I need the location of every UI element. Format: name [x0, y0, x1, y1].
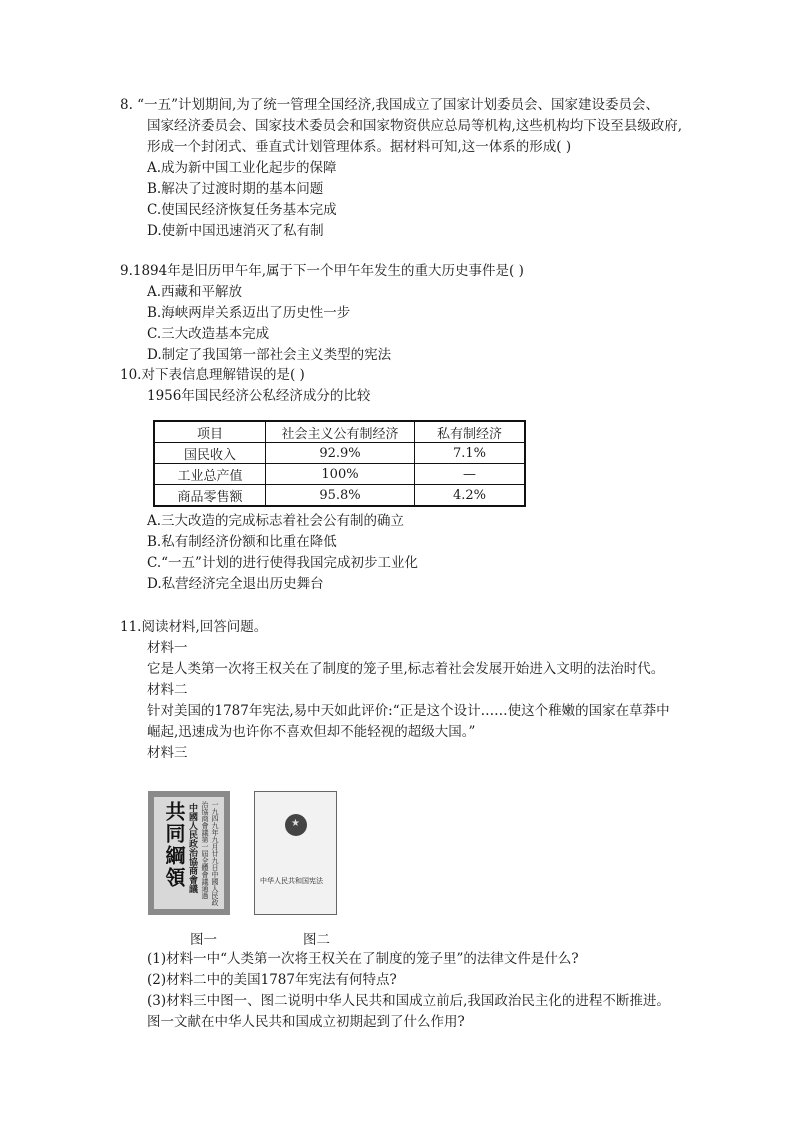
fig1-big-text: 共同綱領	[162, 801, 186, 889]
material-2-text-line-2: 崛起,迅速成为也许你不喜欢但却不能轻视的超级大国。”	[147, 724, 476, 740]
common-program-image	[148, 791, 230, 915]
q8-stem-line-2: 国家经济委员会、国家技术委员会和国家物资供应总局等机构,这些机构均下设至县级政府,	[147, 118, 683, 134]
q8-option-d: D.使新中国迅速消灭了私有制	[147, 223, 324, 239]
table-row	[154, 464, 525, 485]
table-cell: 7.1%	[415, 443, 526, 464]
q8-option-c: C.使国民经济恢复任务基本完成	[147, 202, 337, 218]
table-header-row	[154, 421, 525, 443]
fig1-title-text: 中國人民政治協商會議	[187, 803, 197, 893]
material-2-label: 材料二	[147, 682, 188, 698]
table-cell: 92.9%	[266, 443, 415, 464]
q11-question-3-cont: 图一文献在中华人民共和国成立初期起到了什么作用?	[147, 1014, 465, 1030]
material-2-text-line-1: 针对美国的1787年宪法,易中天如此评价:“正是这个设计……使这个稚嫩的国家在草莽中	[147, 703, 670, 719]
table-row	[154, 443, 525, 464]
q11-question-3: (3)材料三中图一、图二说明中华人民共和国成立前后,我国政治民主化的进程不断推进。	[147, 993, 670, 1009]
material-1-label: 材料一	[147, 640, 188, 656]
q10-option-a: A.三大改造的完成标志着社会公有制的确立	[147, 513, 405, 529]
q11-question-1: (1)材料一中“人类第一次将王权关在了制度的笼子里”的法律文件是什么?	[147, 951, 579, 967]
q9-option-a: A.西藏和平解放	[147, 284, 243, 300]
q10-stem: 10.对下表信息理解错误的是( )	[120, 367, 305, 383]
q10-option-d: D.私营经济完全退出历史舞台	[147, 576, 324, 592]
table-cell: 商品零售额	[154, 485, 266, 507]
q11-stem: 11.阅读材料,回答问题。	[120, 619, 268, 635]
fig1-top-text: 一九四九年九月廿九日中國人民政治協商會議第一屆全體會議通過	[201, 801, 219, 906]
table-header-cell: 项目	[154, 421, 266, 443]
table-cell: 100%	[266, 464, 415, 485]
figure-1-caption: 图一	[190, 932, 217, 948]
q9-stem: 9.1894年是旧历甲午年,属于下一个甲午年发生的重大历史事件是( )	[120, 263, 524, 279]
table-cell: 4.2%	[415, 485, 526, 507]
figure-2-caption: 图二	[303, 932, 330, 948]
q10-table-title: 1956年国民经济公私经济成分的比较	[147, 388, 371, 404]
constitution-cover-image	[254, 791, 337, 915]
material-3-label: 材料三	[147, 745, 188, 761]
material-1-text: 它是人类第一次将王权关在了制度的笼子里,标志着社会发展开始进入文明的法治时代。	[147, 661, 665, 677]
economy-table	[153, 420, 526, 507]
q8-option-a: A.成为新中国工业化起步的保障	[147, 160, 337, 176]
star-icon: ★	[291, 818, 300, 829]
fig2-cover-title: 中华人民共和国宪法	[260, 877, 323, 885]
q8-stem-line-1: 8. “一五”计划期间,为了统一管理全国经济,我国成立了国家计划委员会、国家建设委员会、	[120, 97, 660, 113]
q10-option-c: C.“一五”计划的进行使得我国完成初步工业化	[147, 555, 418, 571]
q9-option-b: B.海峡两岸关系迈出了历史性一步	[147, 305, 351, 321]
q8-option-b: B.解决了过渡时期的基本问题	[147, 181, 324, 197]
q11-question-2: (2)材料二中的美国1787年宪法有何特点?	[147, 972, 397, 988]
table-cell: 95.8%	[266, 485, 415, 507]
table-cell: 国民收入	[154, 443, 266, 464]
q10-option-b: B.私有制经济份额和比重在降低	[147, 534, 337, 550]
table-header-cell: 社会主义公有制经济	[266, 421, 415, 443]
q8-stem-line-3: 形成一个封闭式、垂直式计划管理体系。据材料可知,这一体系的形成( )	[147, 139, 572, 155]
q9-option-d: D.制定了我国第一部社会主义类型的宪法	[147, 347, 392, 363]
table-cell: 工业总产值	[154, 464, 266, 485]
table-row	[154, 485, 525, 507]
table-header-cell: 私有制经济	[415, 421, 526, 443]
table-cell: —	[415, 464, 526, 485]
q9-option-c: C.三大改造基本完成	[147, 326, 270, 342]
